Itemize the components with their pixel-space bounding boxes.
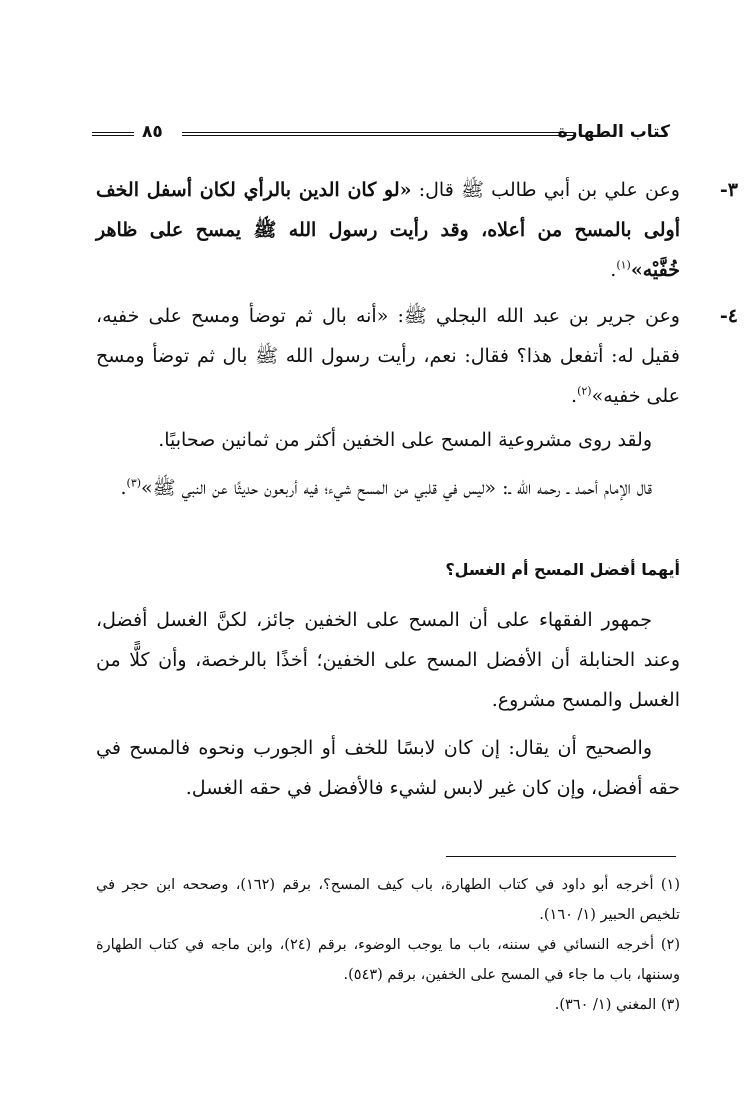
paragraph-text: جمهور الفقهاء على أن المسح على الخفين جائز، لكنَّ الغسل أفضل، وعند الحنابلة أن الأفضل المسح على الخفين؛ أخذًا بالرخصة، وأن كلًّا من الغسل والمسح مشروع. [96,609,680,711]
header-rule-short [92,132,134,136]
item-number: ٣- [719,179,738,201]
paragraph-text: والصحيح أن يقال: إن كان لابسًا للخف أو الجورب ونحوه فالمسح في حقه أفضل، وإن كان غير لابس لشيء فالأفضل في حقه الغسل. [96,737,680,799]
paragraph-text: ولقد روى مشروعية المسح على الخفين أكثر من ثمانين صحابيًا. [158,429,652,451]
hadith-item-3 [96,170,738,290]
footnote-2: (٢) أخرجه النسائي في سننه، باب ما يوجب الوضوء، برقم (٢٤)، وابن ماجه في كتاب الطهارة وسننها، باب ما جاء في المسح على الخفين، برقم (٥٤٣). [96,937,680,983]
footnote-ref: (٣) [126,476,142,490]
footnote-3: (٣) المغني (١/ ٣٦٠). [554,997,680,1013]
footnote-ref: (٢) [577,384,592,398]
item-text: وعن علي بن أبي طالب ﷺ قال: «لو كان الدين بالرأي لكان أسفل الخف أولى بالمسح من أعلاه، وقد رأيت رسول الله ﷺ يمسح على ظاهر خُفَّيْه»$^{(١)}$. [96,179,680,281]
majority-opinion-paragraph [96,600,680,720]
narration-paragraph [96,420,680,460]
header-rule [182,132,574,136]
hadith-item-4 [96,296,738,416]
imam-ahmad-paragraph [96,468,680,508]
item-text: وعن جرير بن عبد الله البجلي ﷺ: «أنه بال ثم توضأ ومسح على خفيه، فقيل له: أتفعل هذا؟ فقال: نعم، رأيت رسول الله ﷺ بال ثم توضأ ومسح على خفيه»$^{(٢)}$. [96,305,680,407]
page-number: ٨٥ [142,122,163,142]
footnote-separator [446,856,676,857]
correct-opinion-paragraph [96,728,680,808]
section-heading: أيهما أفضل المسح أم الغسل؟ [445,560,680,579]
footnote-ref: (١) [616,258,631,272]
running-header [92,118,670,148]
item-number: ٤- [719,305,738,327]
paragraph-text: قال الإمام أحمد ـ رحمه الله ـ: «ليس في قلبي من المسح شيء؛ فيه أربعون حديثًا عن النبي ﷺ»$^{(٣)}$. [120,476,652,499]
hadith-quote: «لو كان الدين بالرأي لكان أسفل الخف أولى بالمسح من أعلاه، وقد رأيت رسول الله ﷺ يمسح على ظاهر خُفَّيْه» [96,179,680,281]
book-title: كتاب الطهارة [557,122,670,142]
footnote-1: (١) أخرجه أبو داود في كتاب الطهارة، باب كيف المسح؟، برقم (١٦٢)، وصححه ابن حجر في تلخيص الحبير (١/ ١٦٠). [96,877,681,923]
footnotes [96,870,680,1020]
